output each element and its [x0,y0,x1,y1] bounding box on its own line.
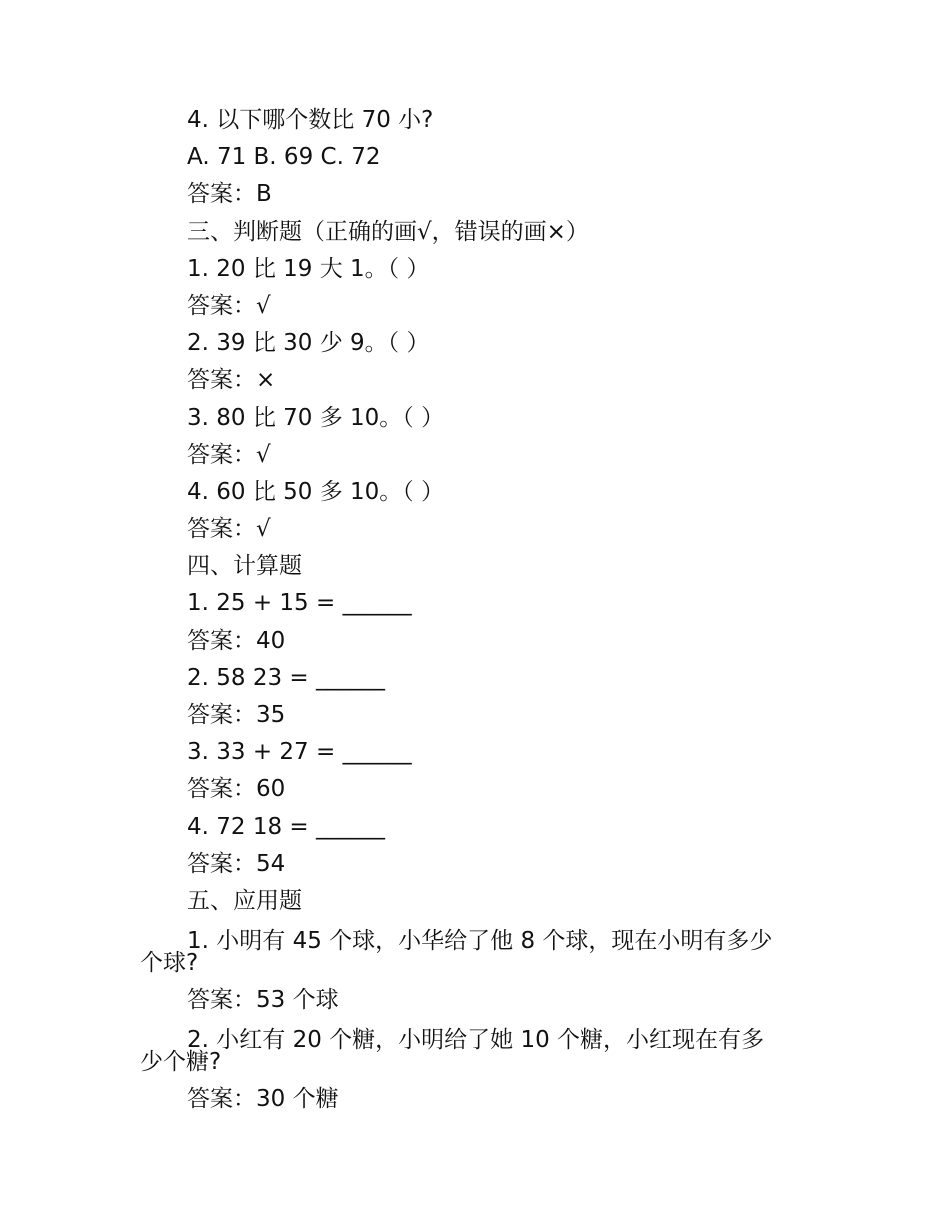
tf-answer-1: 答案：√ [187,292,271,319]
section-heading-true-false: 三、判断题（正确的画√，错误的画×） [187,218,589,245]
tf-question-4: 4. 60 比 50 多 10。（ ） [187,478,445,505]
calc-answer-2: 答案：35 [187,702,286,728]
tf-question-2: 2. 39 比 30 少 9。（ ） [187,330,430,357]
tf-answer-4: 答案：√ [187,516,271,543]
section-heading-word-problems: 五、应用题 [187,887,302,914]
word-problem-1-answer: 答案：53 个球 [187,987,339,1014]
word-problem-2-line-2: 少个糖? [140,1049,222,1076]
calc-question-4: 4. 72 18 = ______ [187,813,385,840]
word-problem-2-line-1: 2. 小红有 20 个糖，小明给了她 10 个糖，小红现在有多 [187,1027,765,1054]
word-problem-1-line-1: 1. 小明有 45 个球，小华给了他 8 个球，现在小明有多少 [187,928,773,955]
word-problem-1-line-2: 个球? [140,950,199,977]
document-content [140,102,820,1119]
word-problem-1 [140,928,820,976]
word-problem-2 [140,1027,820,1075]
tf-question-1: 1. 20 比 19 大 1。（ ） [187,255,430,282]
question-4-options: A. 71 B. 69 C. 72 [187,144,381,171]
calc-answer-3: 答案：60 [187,776,286,803]
tf-question-3: 3. 80 比 70 多 10。（ ） [187,404,445,431]
calc-question-1: 1. 25 + 15 = ______ [187,590,412,617]
calc-question-2: 2. 58 23 = ______ [187,664,385,691]
word-problem-2-answer: 答案：30 个糖 [187,1086,339,1113]
tf-answer-3: 答案：√ [187,441,271,468]
calc-answer-4: 答案：54 [187,850,286,877]
question-4-choice: 4. 以下哪个数比 70 小? [187,107,434,133]
question-4-answer: 答案：B [187,181,272,208]
tf-answer-2: 答案：× [187,367,276,394]
calc-answer-1: 答案：40 [187,627,286,654]
section-heading-calculation: 四、计算题 [187,553,302,580]
calc-question-3: 3. 33 + 27 = ______ [187,739,412,766]
